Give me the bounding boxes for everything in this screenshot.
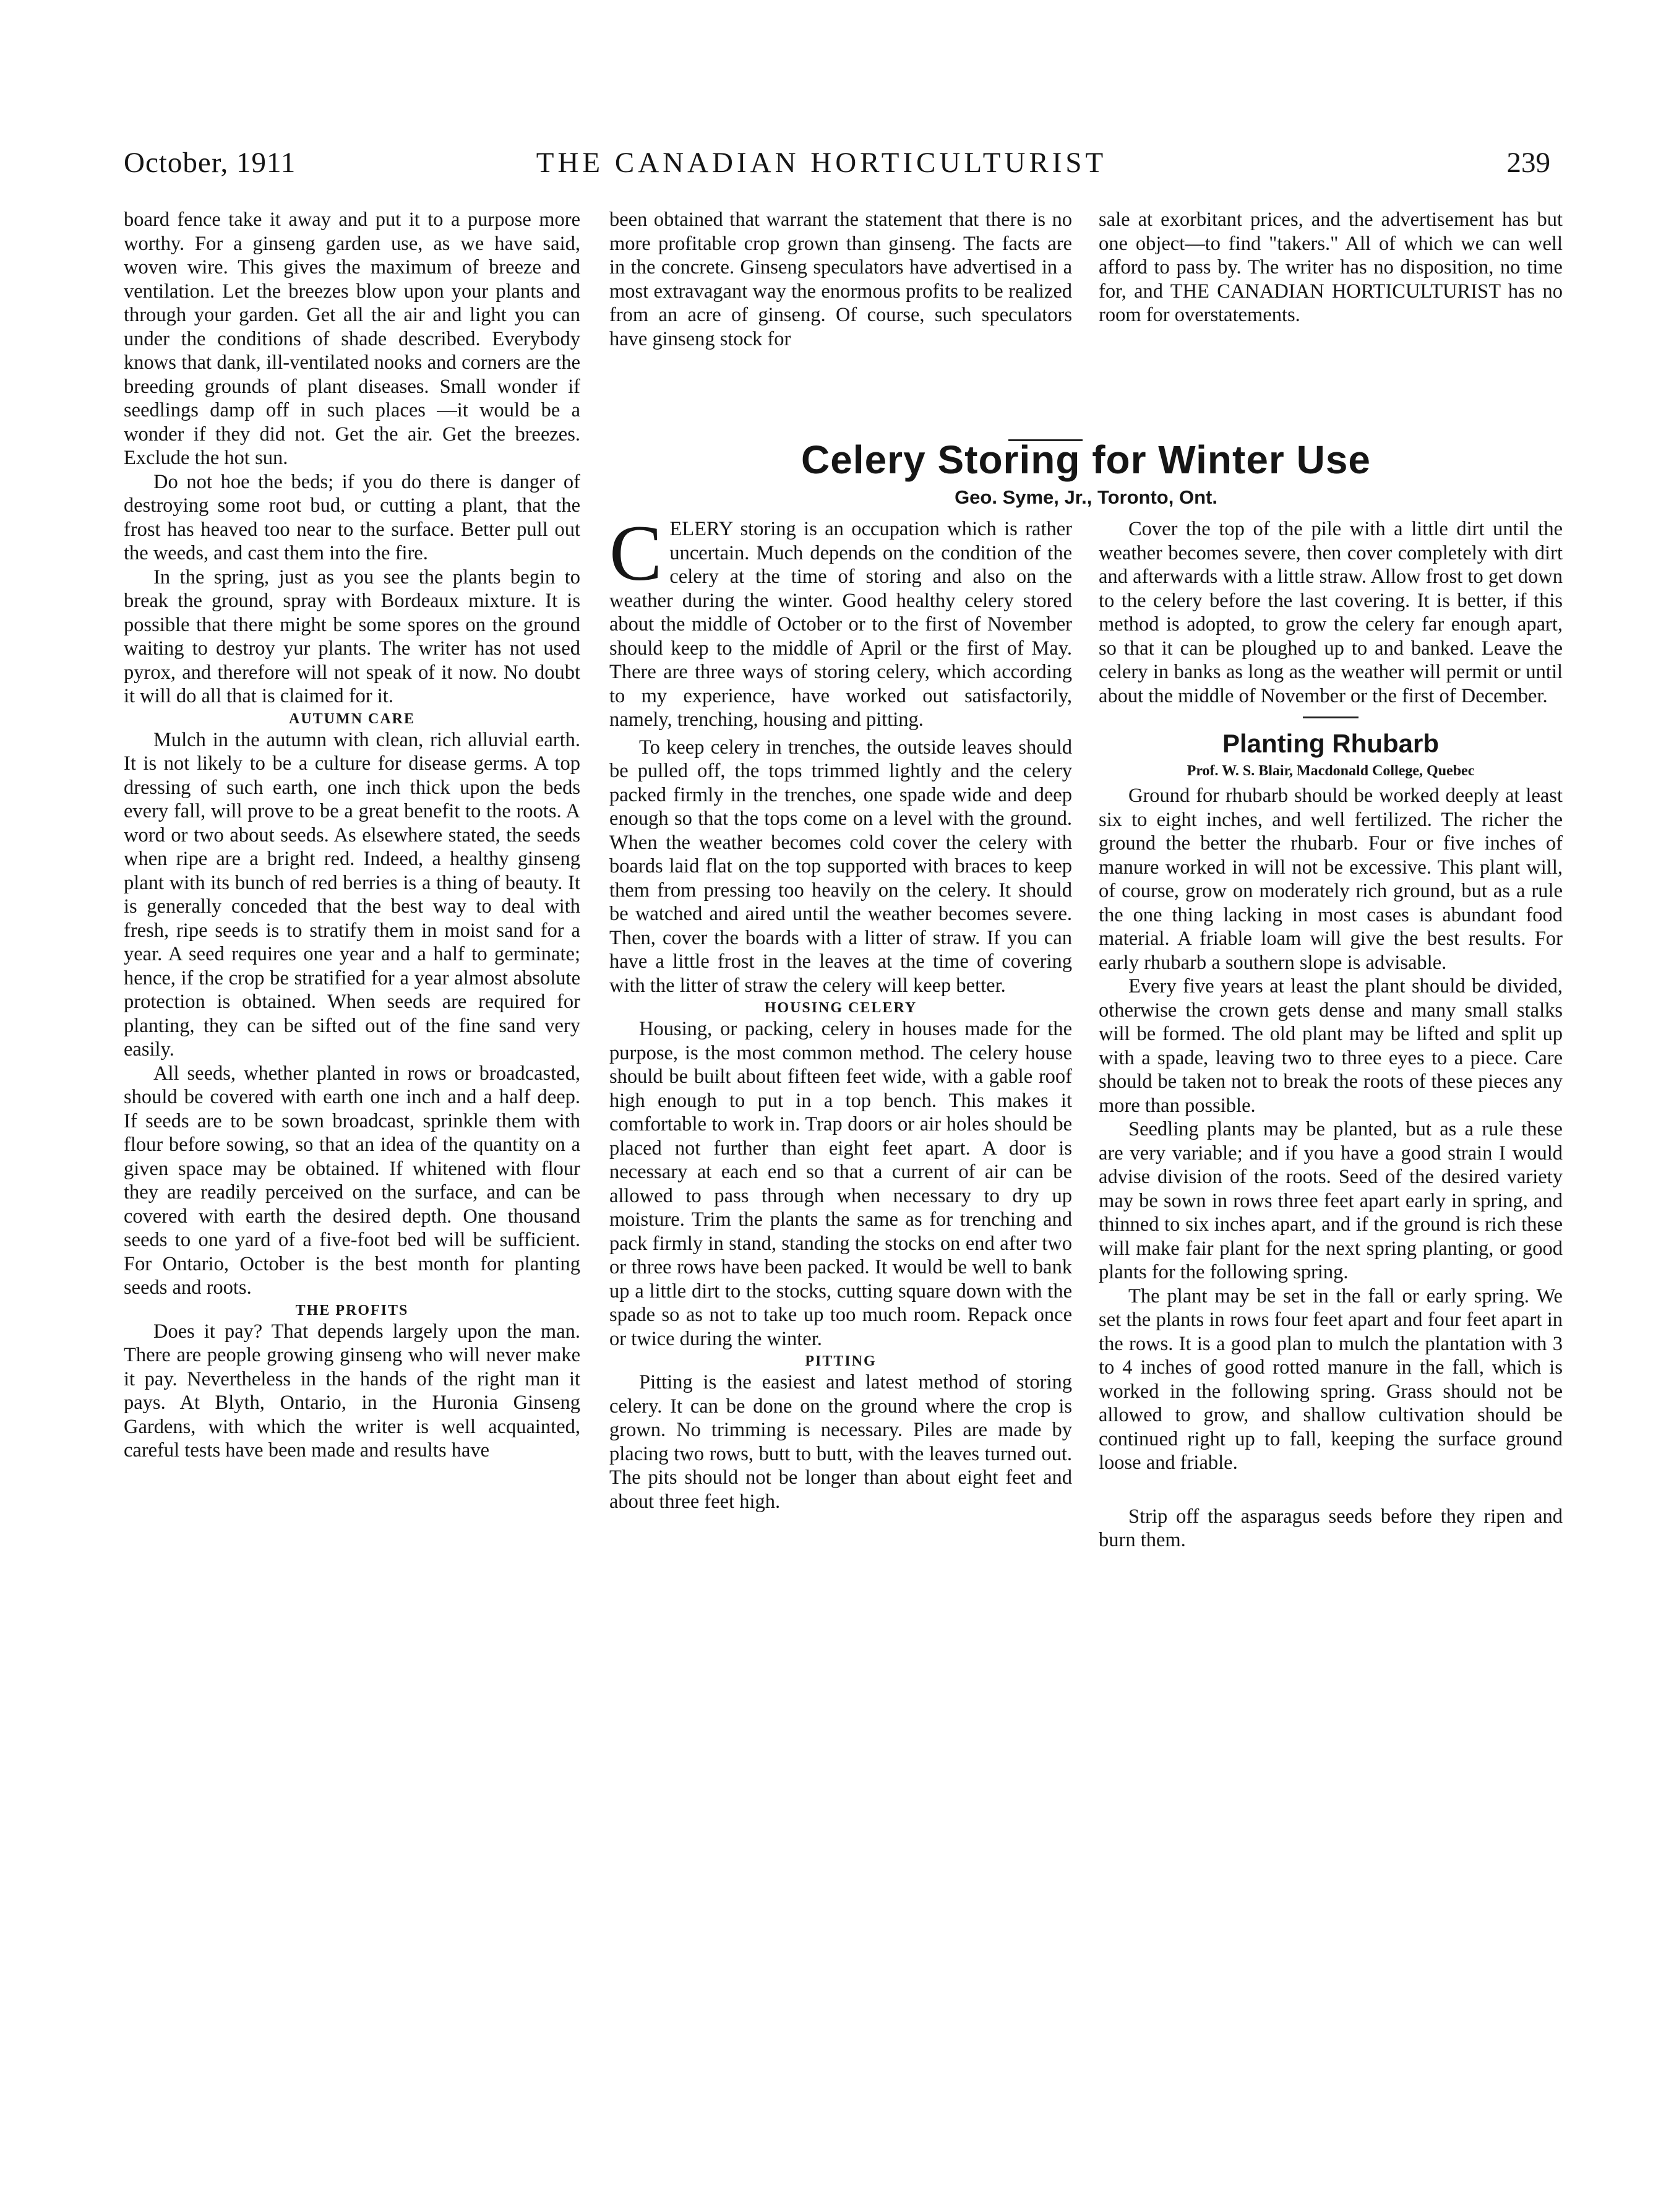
article-byline: Geo. Syme, Jr., Toronto, Ont. — [955, 486, 1217, 508]
paragraph: Does it pay? That depends largely upon the man. There are people growing ginseng who will never make it pay. Nevertheless in the hands of the right man it pays. At Blyth, Ontario, in the Huronia Ginseng Gardens, with which the writer is well acquainted, careful tests have been made and results have — [124, 1320, 580, 1461]
drop-cap: C — [609, 509, 663, 597]
column-right-lower — [1099, 517, 1563, 1552]
issue-date: October, 1911 — [124, 147, 296, 179]
paragraph: Mulch in the autumn with clean, rich alluvial earth. It is not likely to be a culture for disease germs. A top dressing of such earth, one inch thick upon the beds every fall, will prove to be a great benefit to the roots. A word or two about seeds. As elsewhere stated, the seeds when ripe are a bright red. Indeed, a healthy ginseng plant with its bunch of red berries is a thing of beauty. It is generally conceded that the best way to deal with fresh, ripe seeds is to stratify them in moist sand for a year. A seed requires one year and a half to germinate; hence, if the crop be stratified for a year almost absolute protection is obtained. When seeds are required for planting, they can be sifted out of the fine sand very easily. — [124, 728, 580, 1061]
paragraph: sale at exorbitant prices, and the advertisement has but one object—to find "takers." All of which we can well afford to pass by. The writer has no disposition, no time for, and THE CANADIAN HORTICULTURIST has no room for overstatements. — [1099, 209, 1563, 326]
column-middle-top — [609, 208, 1072, 351]
article-title-rhubarb: Planting Rhubarb — [1222, 729, 1439, 758]
subheading-pitting: PITTING — [805, 1353, 877, 1369]
article-title: Celery Storing for Winter Use — [801, 437, 1371, 482]
paragraph: Do not hoe the beds; if you do there is danger of destroying some root bud, or cutting a plant, that the frost has heaved too near to the surface. Better pull out the weeds, and cast them into the fire. — [124, 470, 580, 564]
paragraph: All seeds, whether planted in rows or broadcasted, should be covered with earth one inch and a half deep. If seeds are to be sown broadcast, sprinkle them with flour before sowing, so that an idea of the quantity on a given space may be obtained. If whitened with flour they are readily perceived on the surface, and can be covered with earth the desired depth. One thousand seeds to one yard of a five-foot bed will be sufficient. For Ontario, October is the best month for planting seeds and roots. — [124, 1062, 580, 1299]
magazine-title: THE CANADIAN HORTICULTURIST — [536, 147, 1107, 179]
column-right-top — [1099, 208, 1563, 327]
paragraph-text: ELERY storing is an occupation which is rather uncertain. Much depends on the condition of the celery at the time of storing and also on the weather during the winter. Good healthy celery stored about the middle of October or to the first of November should keep to the middle of April or the first of May. There are three ways of storing celery, which according to my experience, have worked out satisfactorily, namely, trenching, housing and pitting. — [609, 518, 1072, 731]
paragraph: board fence take it away and put it to a purpose more worthy. For a ginseng garden use, as we have said, woven wire. This gives the maximum of breeze and ventilation. Let the breezes blow upon your plants and through your garden. Get all the air and light you can under the conditions of shade described. Everybody knows that dank, ill-ventilated nooks and corners are the breeding grounds of plant diseases. Small wonder if seedlings damp off in such places —it would be a wonder if they did not. Get the air. Get the breezes. Exclude the hot sun. — [124, 209, 580, 469]
subheading-the-profits: THE PROFITS — [295, 1302, 409, 1319]
subheading-housing-celery: HOUSING CELERY — [764, 1000, 917, 1016]
spacer — [1099, 1475, 1563, 1505]
paragraph: Every five years at least the plant should be divided, otherwise the crown gets dense and many small stalks will be formed. The old plant may be lifted and split up with a spade, leaving two to three eyes to a piece. Care should be taken not to break the roots of these pieces any more than possible. — [1099, 975, 1563, 1117]
paragraph: In the spring, just as you see the plants begin to break the ground, spray with Bordeaux mixture. It is possible that there might be some spores on the ground waiting to destroy yur plants. The writer has not used pyrox, and therefore will not speak of it now. No doubt it will do all that is claimed for it. — [124, 566, 580, 707]
paragraph: Seedling plants may be planted, but as a rule these are very variable; and if you have a good strain I would advise division of the roots. Seed of the desired variety may be sown in rows three feet apart early in spring, and thinned to six inches apart, and if the ground is rich these will make fair plant for the next spring planting, or good plants for the following spring. — [1099, 1118, 1563, 1283]
paragraph: Housing, or packing, celery in houses made for the purpose, is the most common method. The celery house should be built about fifteen feet wide, with a gable roof high enough to put in a top bench. This makes it comfortable to work in. Trap doors or air holes should be placed not further than eight feet apart. A door is necessary at each end so that a current of air can be allowed to pass through when necessary to dry up moisture. Trim the plants the same as for trenching and pack firmly in stand, standing the stocks on end after two or three rows have been packed. It would be well to bank up a little dirt to the stocks, cutting square down with the spade so as not to take up too much room. Repack once or twice during the winter. — [609, 1018, 1072, 1350]
column-left — [124, 208, 580, 1463]
paragraph: To keep celery in trenches, the outside leaves should be pulled off, the tops trimmed lightly and the celery packed firmly in the trenches, one spade wide and deep enough so that the tops come on a level with the ground. When the weather becomes cold cover the celery with boards laid flat on the top supported with braces to keep them from pressing too heavily on the celery. It should be watched and aired until the weather becomes severe. Then, cover the boards with a litter of straw. If you can have a little frost in the leaves at the time of covering with the litter of straw the celery will keep better. — [609, 736, 1072, 997]
paragraph — [609, 509, 1072, 732]
section-divider — [1303, 717, 1359, 718]
paragraph: been obtained that warrant the statement that there is no more profitable crop grown than ginseng. The facts are in the concrete. Ginseng speculators have advertised in a most extravagant way the enormous profits to be realized from an acre of ginseng. Of course, such speculators have ginseng stock for — [609, 209, 1072, 350]
subheading-autumn-care: AUTUMN CARE — [289, 710, 415, 727]
page-number: 239 — [1506, 147, 1550, 179]
page-header — [93, 146, 1550, 192]
paragraph: Cover the top of the pile with a little dirt until the weather becomes severe, then cover completely with dirt and afterwards with a little straw. Allow frost to get down to the celery before the last covering. It is better, if this method is adopted, to grow the celery far enough apart, so that it can be ploughed up to and banked. Leave the celery in banks as long as the weather will permit or until about the middle of November or the first of December. — [1099, 518, 1563, 707]
article-byline-rhubarb: Prof. W. S. Blair, Macdonald College, Quebec — [1187, 763, 1475, 779]
column-middle-celery — [609, 509, 1072, 1513]
paragraph: Pitting is the easiest and latest method of storing celery. It can be done on the ground where the crop is grown. No trimming is necessary. Piles are made by placing two rows, butt to butt, with the leaves turned out. The pits should not be longer than about eight feet and about three feet high. — [609, 1371, 1072, 1513]
filler-note: Strip off the asparagus seeds before they ripen and burn them. — [1099, 1505, 1563, 1551]
paragraph: The plant may be set in the fall or early spring. We set the plants in rows four feet apart and four feet apart in the rows. It is a good plan to mulch the plantation with 3 to 4 inches of good rotted manure in the fall, which is worked in the following spring. Grass should not be allowed to grow, and shallow cultivation should be continued right up to fall, keeping the surface ground loose and friable. — [1099, 1285, 1563, 1474]
paragraph: Ground for rhubarb should be worked deeply at least six to eight inches, and well fertilized. The richer the ground the better the rhubarb. Four or five inches of manure worked in will not be excessive. This plant will, of course, grow on moderately rich ground, but as a rule the one thing lacking in most cases is abundant food material. A friable loam will give the best results. For early rhubarb a southern slope is advisable. — [1099, 785, 1563, 974]
